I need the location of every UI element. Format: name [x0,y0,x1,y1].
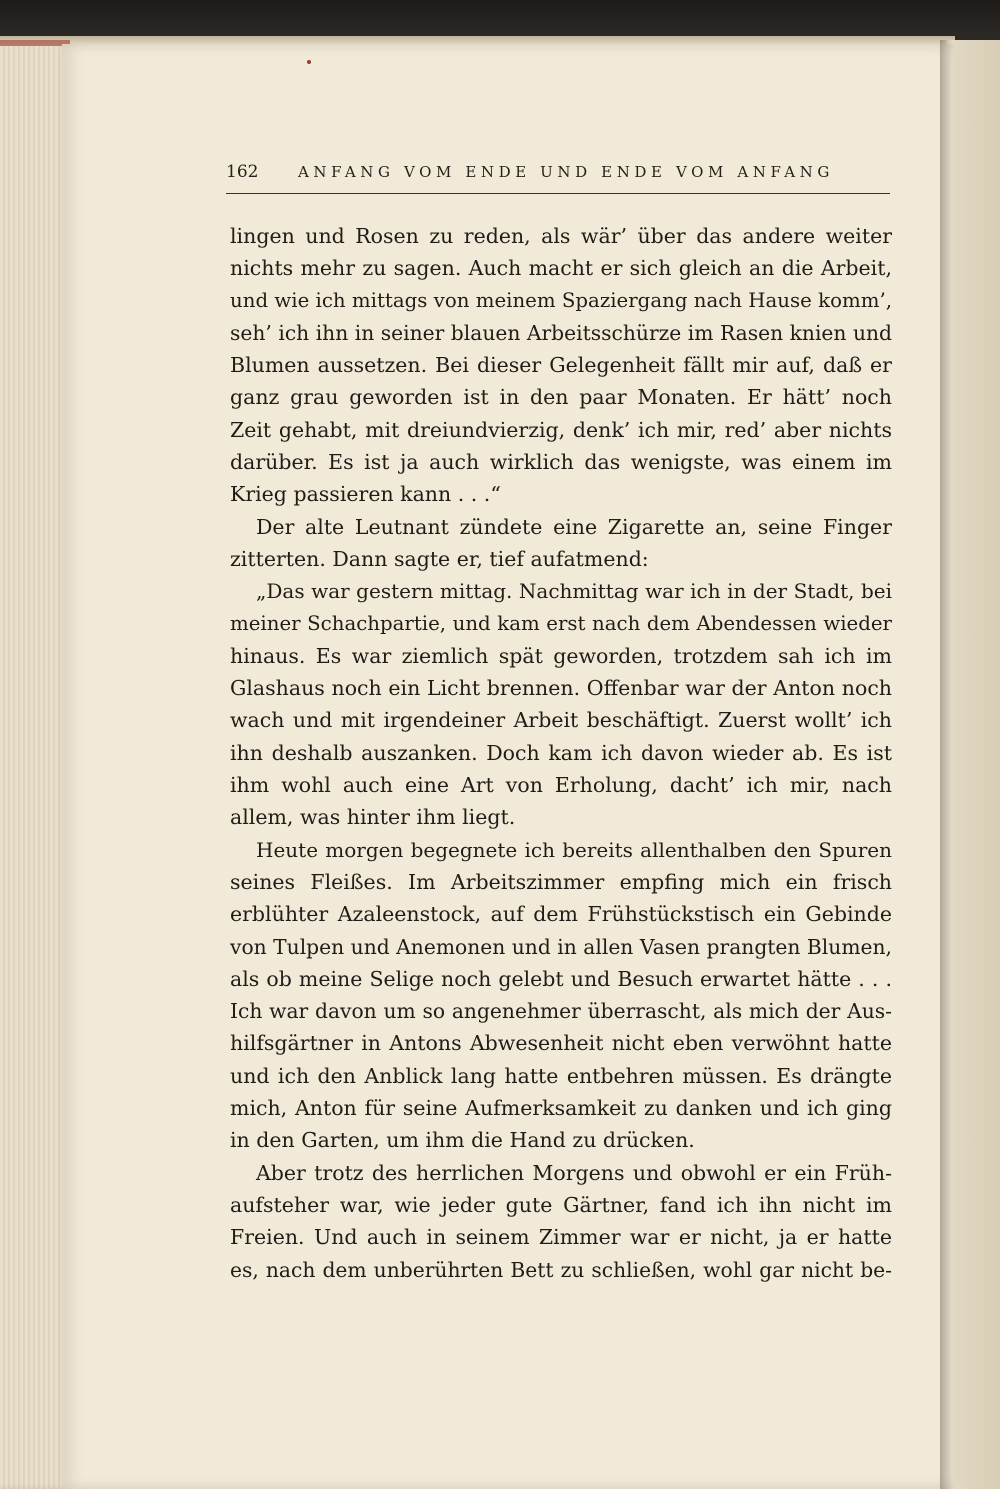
body-text [230,220,892,1286]
text-line: wach und mit irgendeiner Arbeit beschäftigt. Zuerst wollt’ ich [230,708,892,733]
text-line: es, nach dem unberührten Bett zu schließen, wohl gar nicht be- [230,1257,892,1282]
facing-page-edge [946,40,1000,1489]
running-title: ANFANG VOM ENDE UND ENDE VOM ANFANG [298,163,834,181]
text-line: Blumen aussetzen. Bei dieser Gelegenheit fällt mir auf, daß er [230,353,892,378]
text-line: ihm wohl auch eine Art von Erholung, dacht’ ich mir, nach [230,773,892,798]
text-line: ganz grau geworden ist in den paar Monaten. Er hätt’ noch [230,385,892,410]
text-line: aufsteher war, wie jeder gute Gärtner, fand ich ihn nicht im [230,1192,892,1217]
text-line: Heute morgen begegnete ich bereits allenthalben den Spuren [256,837,892,862]
header-rule [226,193,890,194]
text-line: als ob meine Selige noch gelebt und Besuch erwartet hätte . . . [230,966,892,991]
page-stack-edge [0,36,70,1489]
text-line: seh’ ich ihn in seiner blauen Arbeitsschürze im Rasen knien und [230,320,892,345]
text-line: erblühter Azaleenstock, auf dem Frühstückstisch ein Gebinde [230,902,892,927]
text-line: und ich den Anblick lang hatte entbehren müssen. Es drängte [230,1063,892,1088]
text-line: meiner Schachpartie, und kam erst nach dem Abendessen wieder [230,611,892,635]
text-line: lingen und Rosen zu reden, als wär’ über das andere weiter [230,224,892,248]
text-line: Ich war davon um so angenehmer überrascht, als mich der Aus- [230,999,892,1024]
text-line: hinaus. Es war ziemlich spät geworden, trotzdem sah ich im [230,643,892,668]
text-line: mich, Anton für seine Aufmerksamkeit zu danken und ich ging [230,1096,892,1121]
text-line: allem, was hinter ihm liegt. [230,805,516,830]
text-line: Glashaus noch ein Licht brennen. Offenbar war der Anton noch [230,676,892,701]
gutter-shadow [940,40,952,1489]
text-line: in den Garten, um ihm die Hand zu drücken. [230,1128,695,1153]
page-number: 162 [226,162,259,182]
red-edge-tint [0,40,70,46]
page-header [226,162,890,182]
text-line: Aber trotz des herrlichen Morgens und obwohl er ein Früh- [256,1160,892,1185]
ink-speck-icon [307,60,311,64]
text-line: von Tulpen und Anemonen und in allen Vasen prangten Blumen, [230,934,892,959]
text-line: seines Fleißes. Im Arbeitszimmer empfing mich ein frisch [230,869,892,894]
text-line: ihn deshalb auszanken. Doch kam ich davon wieder ab. Es ist [230,740,892,765]
text-line: Freien. Und auch in seinem Zimmer war er nicht, ja er hatte [230,1225,892,1250]
text-line: darüber. Es ist ja auch wirklich das wenigste, was einem im [230,450,892,475]
text-line: Krieg passieren kann . . .“ [230,482,501,507]
text-line: und wie ich mittags von meinem Spaziergang nach Hause komm’, [230,288,892,312]
scanner-background [0,0,1000,36]
text-line: zitterten. Dann sagte er, tief aufatmend: [230,546,649,571]
text-line: hilfsgärtner in Antons Abwesenheit nicht eben verwöhnt hatte [230,1031,892,1056]
text-line: „Das war gestern mittag. Nachmittag war ich in der Stadt, bei [256,579,892,604]
text-line: Der alte Leutnant zündete eine Zigarette an, seine Finger [256,514,892,539]
text-line: nichts mehr zu sagen. Auch macht er sich gleich an die Arbeit, [230,256,892,281]
text-line: Zeit gehabt, mit dreiundvierzig, denk’ ich mir, red’ aber nichts [230,417,892,442]
